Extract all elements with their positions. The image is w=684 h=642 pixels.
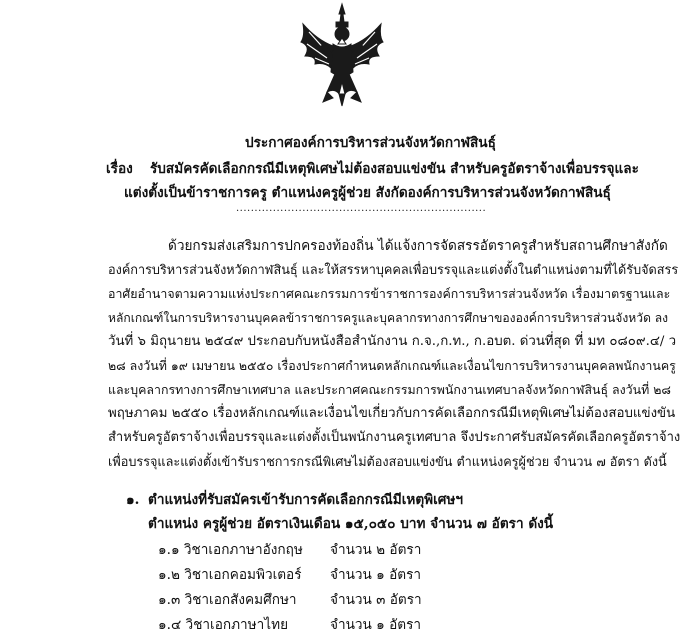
- subject-line-1: รับสมัครคัดเลือกกรณีมีเหตุพิเศษไม่ต้องสอบแข่งขัน สำหรับครูอัตราจ้างเพื่อบรรจุและ: [150, 161, 639, 177]
- garuda-emblem-icon: [297, 2, 387, 108]
- body-line: องค์การบริหารส่วนจังหวัดกาฬสินธุ์ และให้สรรหาบุคคลเพื่อบรรจุและแต่งตั้งในตำแหน่งตามที่ได้รับจัดสรร: [108, 262, 679, 277]
- list-item-label: ๑.๒ วิชาเอกคอมพิวเตอร์: [158, 567, 302, 583]
- body-line: สำหรับครูอัตราจ้างเพื่อบรรจุและแต่งตั้งเป็นพนักงานครูเทศบาล จึงประกาศรับสมัครคัดเลือกครูอัตราจ้าง: [108, 430, 681, 445]
- section-title: ตำแหน่งที่รับสมัครเข้ารับการคัดเลือกกรณีมีเหตุพิเศษฯ: [148, 492, 463, 508]
- body-line: หลักเกณฑ์ในการบริหารงานบุคคลข้าราชการครูและบุคลากรทางการศึกษาขององค์การบริหารส่วนจังหวัด ลง: [108, 311, 669, 325]
- heading-separator: ....................................................................: [236, 203, 487, 214]
- list-item-label: ๑.๑ วิชาเอกภาษาอังกฤษ: [158, 542, 303, 558]
- body-line: อาศัยอำนาจตามความแห่งประกาศคณะกรรมการข้าราชการองค์การบริหารส่วนจังหวัด เรื่องมาตรฐานและ: [108, 286, 671, 301]
- subject-line-2: แต่งตั้งเป็นข้าราชการครู ตำแหน่งครูผู้ช่วย สังกัดองค์การบริหารส่วนจังหวัดกาฬสินธุ์: [124, 185, 611, 201]
- body-line: พฤษภาคม ๒๕๕๐ เรื่องหลักเกณฑ์และเงื่อนไขเกี่ยวกับการคัดเลือกกรณีมีเหตุพิเศษไม่ต้องสอบแข่งขัน: [108, 406, 676, 421]
- body-line: ด้วยกรมส่งเสริมการปกครองท้องถิ่น ได้แจ้งการจัดสรรอัตราครูสำหรับสถานศึกษาสังกัด: [168, 238, 668, 254]
- position-line: ตำแหน่ง ครูผู้ช่วย อัตราเงินเดือน ๑๕,๐๕๐ บาท จำนวน ๗ อัตรา ดังนี้: [148, 516, 554, 532]
- subject-prefix: เรื่อง: [106, 161, 133, 177]
- list-item-count: จำนวน ๓ อัตรา: [330, 592, 422, 608]
- list-item-count: จำนวน ๑ อัตรา: [330, 617, 422, 633]
- body-line: เพื่อบรรจุและแต่งตั้งเข้ารับราชการกรณีพิเศษไม่ต้องสอบแข่งขัน ตำแหน่งครูผู้ช่วย จำนวน ๗ อัตรา ดังนี้: [108, 454, 667, 469]
- body-line: ๒๘ ลงวันที่ ๑๙ เมษายน ๒๕๕๐ เรื่องประกาศกำหนดหลักเกณฑ์และเงื่อนไขการบริหารงานบุคคลพนักงานครู: [108, 358, 676, 373]
- body-line: วันที่ ๖ มิถุนายน ๒๕๔๙ ประกอบกับหนังสือสำนักงาน ก.จ.,ก.ท., ก.อบต. ด่วนที่สุด ที่ มท ๐๘๐๙.๔/ ว: [108, 334, 677, 349]
- announcement-title: ประกาศองค์การบริหารส่วนจังหวัดกาฬสินธุ์: [245, 135, 496, 151]
- list-item-label: ๑.๓ วิชาเอกสังคมศึกษา: [158, 592, 297, 608]
- list-item-count: จำนวน ๒ อัตรา: [330, 542, 422, 558]
- body-line: และบุคลากรทางการศึกษาเทศบาล และประกาศคณะกรรมการพนักงานเทศบาลจังหวัดกาฬสินธุ์ ลงวันที่ ๒๘: [108, 382, 671, 397]
- list-item-count: จำนวน ๑ อัตรา: [330, 567, 422, 583]
- section-number: ๑.: [126, 492, 140, 508]
- list-item-label: ๑.๔ วิชาเอกภาษาไทย: [158, 617, 289, 633]
